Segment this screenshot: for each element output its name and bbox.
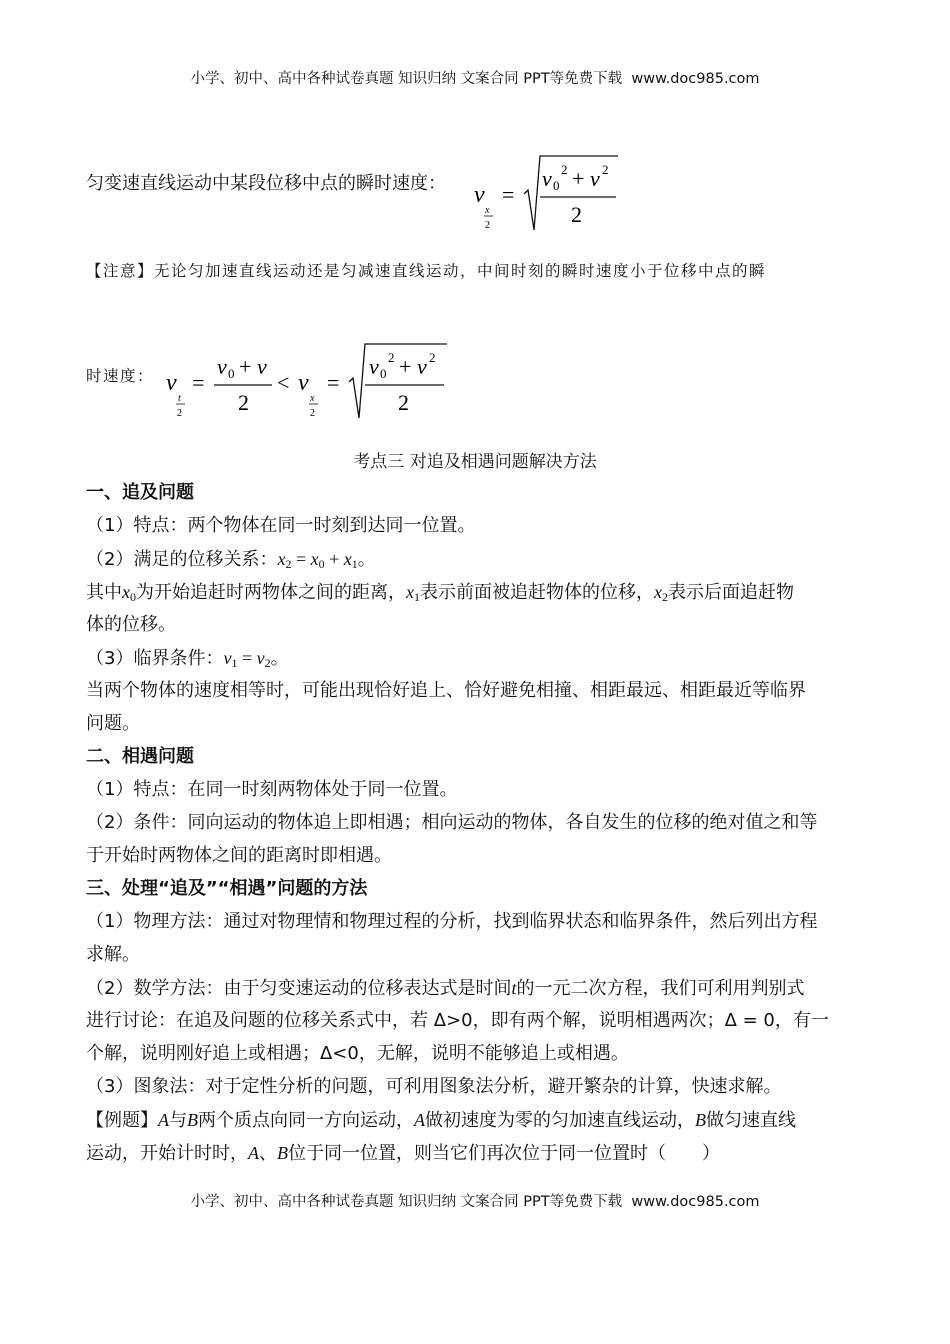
- svg-text:v: v: [257, 354, 267, 379]
- svg-text:v: v: [542, 166, 552, 191]
- heading-meeting: 二、相遇问题: [86, 746, 194, 767]
- example-line-2: 运动，开始计时时，A、B位于同一位置，则当它们再次位于同一位置时（ ）: [86, 1143, 720, 1164]
- methods-item-3: （3）图象法：对于定性分析的问题，可利用图象法分析，避开繁杂的计算，快速求解。: [86, 1076, 782, 1097]
- svg-text:=: =: [502, 182, 515, 207]
- svg-text:+: +: [572, 166, 585, 191]
- critical-condition-equation: $v_1 = v_2$: [223, 648, 271, 670]
- svg-text:0: 0: [380, 366, 387, 381]
- pursuit-explain-line-1: 其中$x_0$为开始追赶时两物体之间的距离，$x_1$表示前面被追赶物体的位移，$x_2$表示后面追赶物: [86, 582, 794, 604]
- svg-text:v: v: [369, 354, 379, 379]
- displacement-equation: $x_2 = x_0 + x_1$: [277, 549, 358, 571]
- svg-text:v: v: [590, 166, 600, 191]
- svg-text:=: =: [192, 370, 205, 395]
- svg-text:v: v: [417, 354, 427, 379]
- methods-item-1-line-2: 求解。: [86, 944, 140, 965]
- svg-text:2: 2: [238, 390, 249, 415]
- note-inequality-formula: [162, 338, 462, 426]
- svg-text:0: 0: [228, 366, 235, 381]
- note-line-1: 【注意】无论匀加速直线运动还是匀减速直线运动，中间时刻的瞬时速度小于位移中点的瞬: [86, 262, 767, 280]
- page-footer: 小学、初中、高中各种试卷真题 知识归纳 文案合同 PPT等免费下载 www.doc985.com: [190, 1194, 760, 1210]
- section-title: 考点三 对追及相遇问题解决方法: [353, 452, 597, 472]
- meeting-item-2-line-1: （2）条件：同向运动的物体追上即相遇；相向运动的物体，各自发生的位移的绝对值之和等: [86, 812, 818, 833]
- svg-text:x: x: [485, 205, 490, 216]
- pursuit-explain-line-2: 体的位移。: [86, 614, 176, 635]
- midpoint-velocity-label: 匀变速直线运动中某段位移中点的瞬时速度：: [86, 173, 446, 194]
- svg-text:2: 2: [388, 350, 395, 365]
- svg-text:2: 2: [571, 202, 582, 227]
- svg-text:v: v: [217, 354, 227, 379]
- svg-text:<: <: [277, 370, 290, 395]
- heading-pursuit: 一、追及问题: [86, 482, 194, 503]
- note-line-2-label: 时速度：: [86, 367, 155, 385]
- midpoint-velocity-formula: [468, 150, 628, 236]
- example-line-1: 【例题】A与B两个质点向同一方向运动，A做初速度为零的匀加速直线运动，B做匀速直线: [86, 1110, 796, 1131]
- svg-text:+: +: [399, 354, 412, 379]
- page-header: 小学、初中、高中各种试卷真题 知识归纳 文案合同 PPT等免费下载 www.doc985.com: [190, 71, 760, 87]
- svg-text:2: 2: [429, 350, 436, 365]
- svg-text:v: v: [298, 370, 309, 396]
- svg-text:2: 2: [561, 162, 568, 177]
- pursuit-para-line-1: 当两个物体的速度相等时，可能出现恰好追上、恰好避免相撞、相距最远、相距最近等临界: [86, 680, 806, 701]
- svg-text:0: 0: [553, 178, 560, 193]
- svg-text:+: +: [239, 354, 252, 379]
- svg-text:=: =: [327, 370, 340, 395]
- meeting-item-2-line-2: 于开始时两物体之间的距离时即相遇。: [86, 845, 392, 866]
- svg-text:v: v: [474, 182, 485, 208]
- methods-item-2-line-1: （2）数学方法：由于匀变速运动的位移表达式是时间t的一元二次方程，我们可利用判别式: [86, 978, 805, 999]
- pursuit-item-3: （3）临界条件：$v_1 = v_2$。: [86, 648, 289, 670]
- svg-text:2: 2: [485, 220, 490, 231]
- methods-item-2-line-3: 个解，说明刚好追上或相遇；Δ<0，无解，说明不能够追上或相遇。: [86, 1043, 629, 1064]
- meeting-item-1: （1）特点：在同一时刻两物体处于同一位置。: [86, 779, 458, 800]
- svg-text:v: v: [166, 370, 177, 396]
- svg-text:x: x: [310, 393, 315, 404]
- pursuit-item-2: （2）满足的位移关系：$x_2 = x_0 + x_1$。: [86, 549, 376, 571]
- svg-text:2: 2: [310, 408, 315, 419]
- pursuit-item-1: （1）特点：两个物体在同一时刻到达同一位置。: [86, 515, 476, 536]
- heading-methods: 三、处理“追及”“相遇”问题的方法: [86, 878, 368, 899]
- svg-text:2: 2: [602, 162, 609, 177]
- svg-text:2: 2: [177, 408, 182, 419]
- svg-text:t: t: [178, 393, 181, 404]
- svg-text:2: 2: [398, 390, 409, 415]
- methods-item-1-line-1: （1）物理方法：通过对物理情和物理过程的分析，找到临界状态和临界条件，然后列出方程: [86, 911, 818, 932]
- methods-item-2-line-2: 进行讨论：在追及问题的位移关系式中，若 Δ>0，即有两个解，说明相遇两次；Δ = 0，有一: [86, 1010, 829, 1031]
- pursuit-para-line-2: 问题。: [86, 713, 140, 734]
